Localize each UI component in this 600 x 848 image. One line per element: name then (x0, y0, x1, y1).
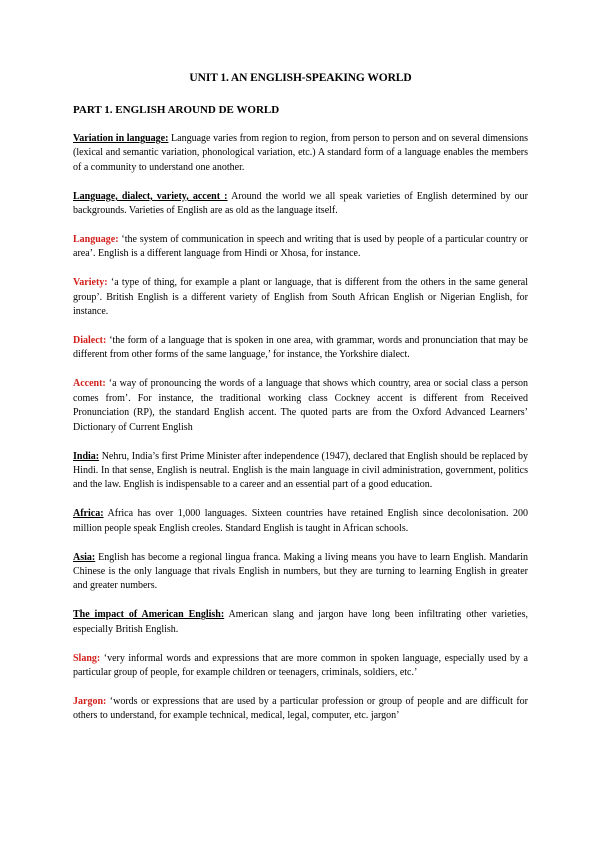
paragraph-variation-in-language (73, 132, 528, 175)
term-label: Language, dialect, variety, accent : (73, 190, 228, 202)
term-label: Jargon: (73, 695, 107, 707)
term-label: Accent: (73, 378, 106, 390)
paragraph-asia (73, 551, 528, 594)
definition-text: English has become a regional lingua franca. Making a living means you have to learn English. Mandarin Chinese is the only language that rivals English in numbers, but they are turning to learning English in greater and greater numbers. (73, 551, 528, 592)
paragraph-slang (73, 652, 528, 681)
term-label: Variety: (73, 277, 108, 289)
definition-text: ‘a type of thing, for example a plant or language, that is different from the others in the same general group’. British English is a different variety of English from South African English or Nigerian English, for instance. (73, 277, 528, 318)
term-label: India: (73, 450, 100, 462)
part-heading: PART 1. ENGLISH AROUND DE WORLD (73, 104, 280, 116)
definition-text: ‘a way of pronouncing the words of a language that shows which country, area or social class a person comes from’. For instance, the traditional working class Cockney accent is different from Received Pronunciation (RP), the standard English accent. The quoted parts are from the Oxford Advanced Learners’ Dictionary of Current English (73, 378, 528, 433)
definition-text: Nehru, India’s first Prime Minister after independence (1947), declared that English should be replaced by Hindi. In that sense, English is neutral. English is the main language in civil administration, government, politics and the law. English is indispensable to a career and an essential part of a good education. (73, 450, 528, 491)
definition-text: American slang and jargon have long been infiltrating other varieties, especially British English. (73, 609, 528, 635)
definition-text: Language varies from region to region, from person to person and on several dimensions (lexical and semantic variation, phonological variation, etc.) A standard form of a language enables the members of a community to understand one another. (73, 133, 528, 173)
term-label: The impact of American English: (73, 609, 225, 621)
definition-text: ‘words or expressions that are used by a particular profession or group of people and are difficult for others to understand, for example technical, medical, legal, computer, etc. jargon’ (73, 695, 528, 722)
term-label: Africa: (73, 508, 104, 520)
document-page (73, 72, 528, 738)
page-title: UNIT 1. AN ENGLISH-SPEAKING WORLD (189, 72, 412, 84)
paragraph-dialect (73, 334, 528, 363)
paragraph-jargon (73, 695, 528, 724)
definition-text: ‘the form of a language that is spoken in one area, with grammar, words and pronunciation that may be different from other forms of the same language,’ for instance, the Yorkshire dialect. (73, 335, 528, 361)
term-label: Asia: (73, 551, 96, 563)
term-label: Language: (73, 234, 119, 246)
definition-text: ‘very informal words and expressions that are more common in spoken language, especially used by a particular group of people, for example children or teenagers, criminals, soldiers, etc.’ (73, 652, 528, 678)
paragraph-language-dialect-variety-accent (73, 190, 528, 219)
term-label: Dialect: (73, 335, 107, 347)
paragraph-accent (73, 377, 528, 435)
term-label: Variation in language: (73, 133, 169, 144)
paragraph-american-english-impact (73, 608, 528, 637)
paragraph-language (73, 233, 528, 262)
definition-text: Around the world we all speak varieties of English determined by our backgrounds. Varieties of English are as old as the language itself. (73, 190, 528, 217)
paragraph-variety (73, 276, 528, 319)
definition-text: ‘the system of communication in speech and writing that is used by people of a particular country or area’. English is a different language from Hindi or Xhosa, for instance. (73, 234, 528, 260)
term-label: Slang: (73, 652, 101, 664)
paragraph-africa (73, 507, 528, 536)
definition-text: Africa has over 1,000 languages. Sixteen countries have retained English since decolonisation. 200 million people speak English creoles. Standard English is taught in African schools. (73, 508, 528, 534)
paragraph-india (73, 450, 528, 493)
